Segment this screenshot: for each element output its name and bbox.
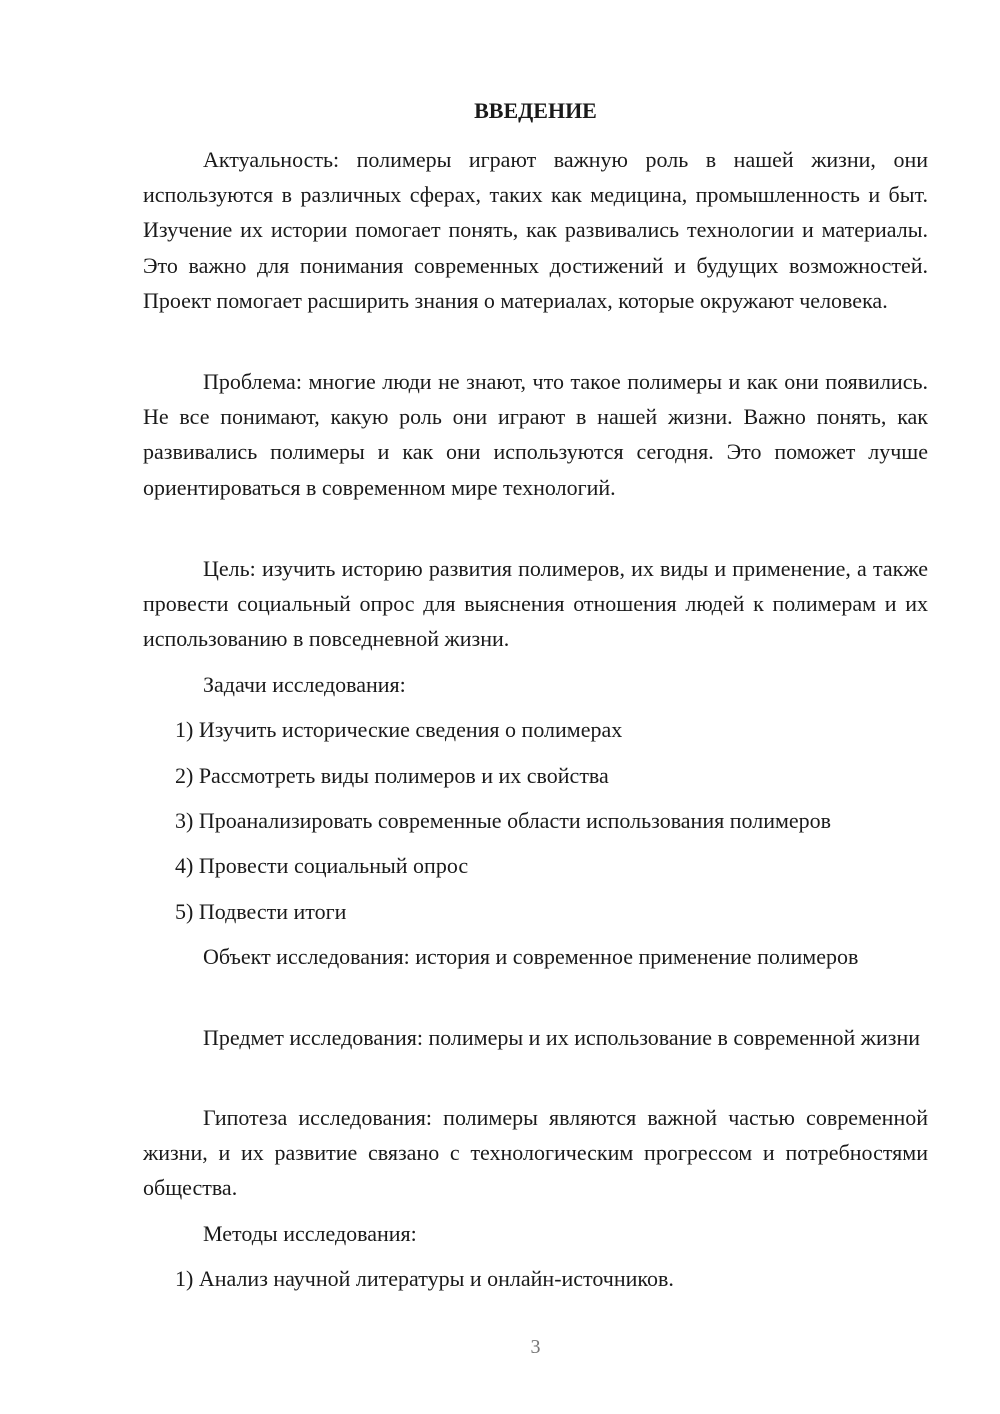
task-item-4: 4) Провести социальный опрос (175, 853, 469, 878)
hypothesis-paragraph: Гипотеза исследования: полимеры являются важной частью современной жизни, и их развитие связано с технологическим прогрессом и потребностями общества. (143, 1105, 928, 1201)
task-item-5: 5) Подвести итоги (175, 899, 347, 924)
goal-paragraph: Цель: изучить историю развития полимеров, их виды и применение, а также провести социальный опрос для выяснения отношения людей к полимерам и их использованию в повседневной жизни. (143, 556, 928, 652)
page-number: 3 (530, 1336, 541, 1358)
method-item-1: 1) Анализ научной литературы и онлайн-источников. (175, 1266, 674, 1291)
tasks-label: Задачи исследования: (203, 672, 406, 697)
methods-label: Методы исследования: (203, 1221, 417, 1246)
subject-paragraph: Предмет исследования: полимеры и их использование в современной жизни (203, 1025, 920, 1050)
relevance-paragraph: Актуальность: полимеры играют важную роль в нашей жизни, они используются в различных сферах, таких как медицина, промышленность и быт. Изучение их истории помогает понять, как развивались технологии и материалы. Это важно для понимания современных достижений и будущих возможностей. Проект помогает расширить знания о материалах, которые окружают человека. (143, 147, 928, 313)
problem-paragraph: Проблема: многие люди не знают, что такое полимеры и как они появились. Не все понимают, какую роль они играют в нашей жизни. Важно понять, как развивались полимеры и как они используются сегодня. Это поможет лучше ориентироваться в современном мире технологий. (143, 369, 928, 500)
object-paragraph: Объект исследования: история и современное применение полимеров (203, 944, 859, 969)
task-item-1: 1) Изучить исторические сведения о полимерах (175, 717, 623, 742)
task-item-3: 3) Проанализировать современные области использования полимеров (175, 808, 832, 833)
page-title: ВВЕДЕНИЕ (474, 98, 597, 123)
task-item-2: 2) Рассмотреть виды полимеров и их свойства (175, 763, 609, 788)
